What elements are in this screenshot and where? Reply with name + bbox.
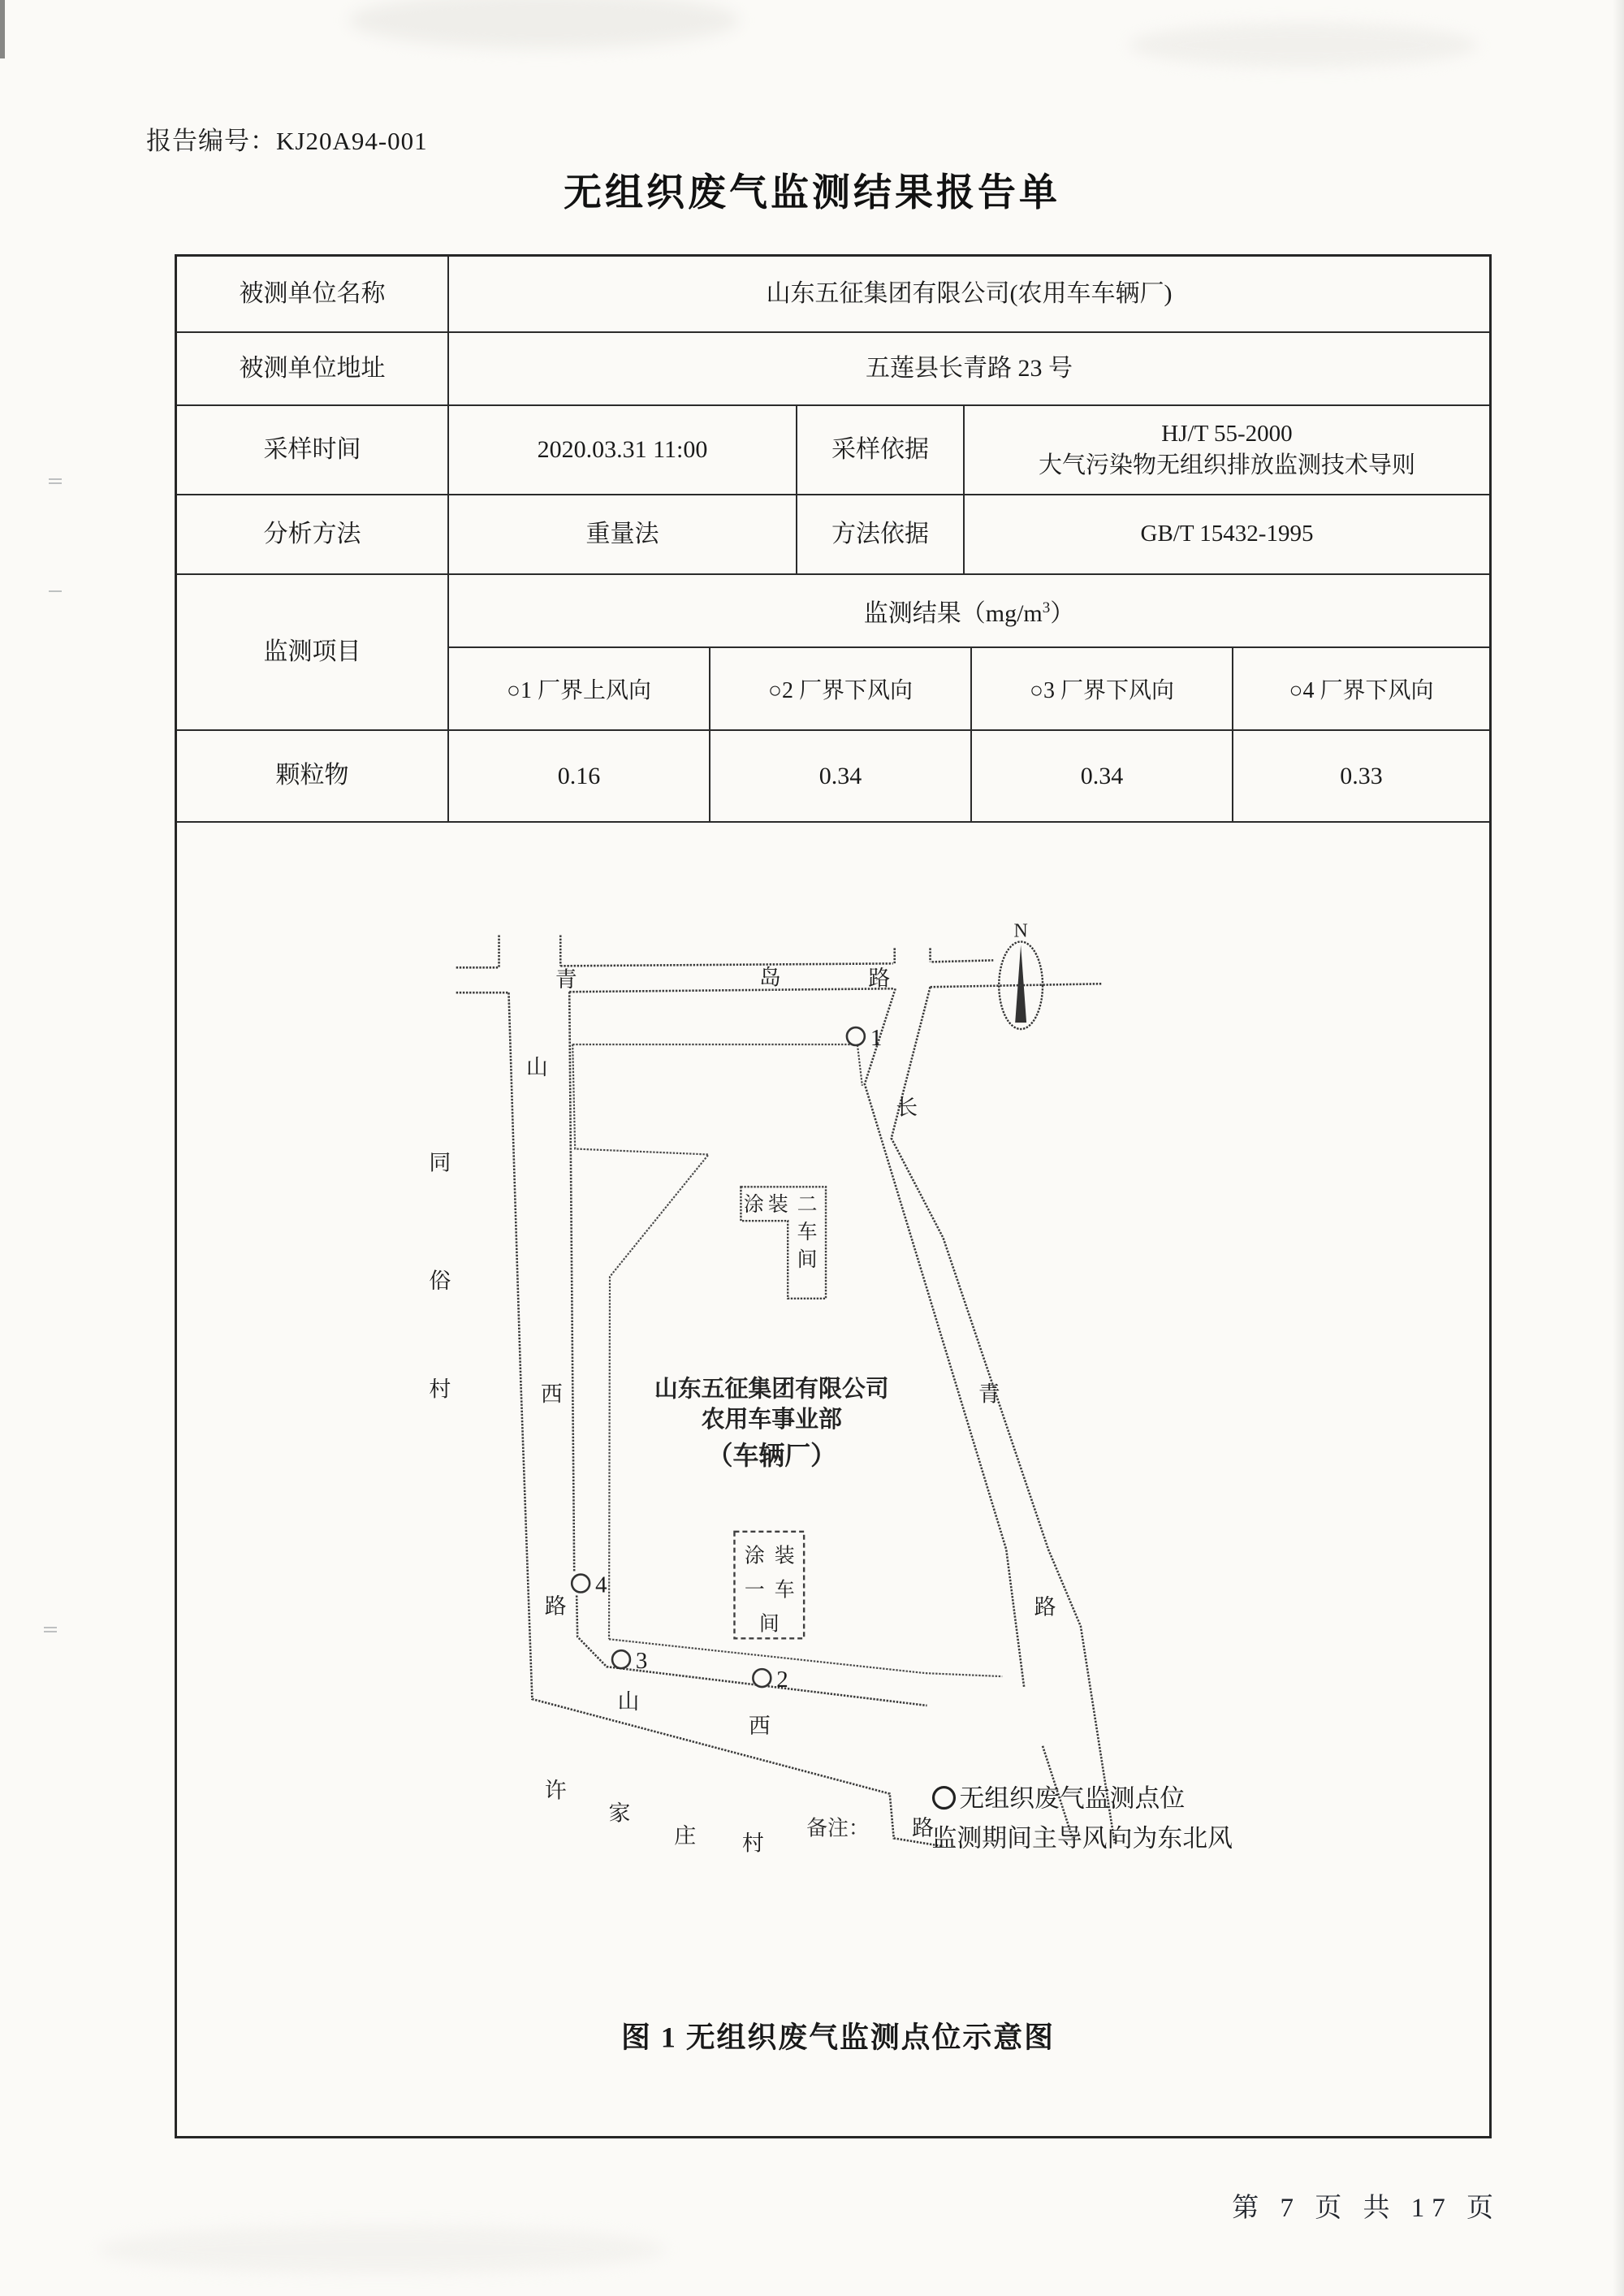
workshop1-char: 装 [774,1545,795,1567]
shanxi-south-label-char: 山 [617,1688,640,1714]
changqing-road-north-stubs [895,948,931,963]
site-map-figure [177,823,1489,2136]
changqing-road-east-edge [892,987,1115,1843]
monitoring-point-1 [847,1025,882,1051]
legend [932,1784,1233,1853]
analysis-method-label: 分析方法 [177,495,449,573]
tongsu-village-char: 村 [429,1377,451,1402]
shanxi-south-label-char: 西 [748,1713,771,1738]
north-label: N [1013,920,1028,942]
xujiazhuang-village-char: 许 [544,1778,567,1803]
scan-edge-artifact [0,0,5,58]
changqing-road-label-char: 路 [1034,1594,1056,1619]
shanxi-west-label-char: 山 [525,1054,548,1079]
workshop1-char: 一 [744,1579,765,1602]
monitoring-point-4 [572,1572,607,1598]
scan-smudge [1129,23,1478,67]
monitoring-point-2-number: 2 [776,1667,788,1693]
legend-line2: 监测期间主导风向为东北风 [931,1823,1233,1853]
tongsu-village-char: 同 [429,1150,451,1175]
point-header-2: ○2 厂界下风向 [710,648,972,729]
note-label: 备注： [806,1816,870,1840]
value-point-2: 0.34 [710,731,972,821]
workshop1-char: 车 [774,1579,795,1602]
method-basis-value: GB/T 15432-1995 [1140,521,1314,547]
analysis-method-value: 重量法 [449,495,797,573]
monitoring-results-block [449,575,1489,729]
legend-line1: 无组织废气监测点位 [959,1784,1186,1813]
workshop2-char: 装 [767,1194,788,1217]
workshop1-char: 间 [758,1613,780,1636]
monitoring-point-2 [753,1667,788,1693]
unit-name-value: 山东五征集团有限公司(农用车车辆厂) [766,279,1173,307]
qingdao-road-upper-edge [456,960,994,967]
factory-north-fence [572,1044,862,1086]
point-header-4: ○4 厂界下风向 [1289,678,1434,703]
results-header-sup: 3 [1042,599,1051,616]
shanxi-west-label-char: 路 [544,1593,567,1619]
shanxi-south-label-char: 路 [912,1815,935,1840]
qingdao-road-label-char: 路 [868,966,891,991]
workshop1-char: 涂 [744,1545,765,1567]
scan-smudge [97,2225,666,2274]
value-point-4: 0.33 [1340,762,1383,789]
xujiazhuang-village-char: 庄 [674,1823,697,1848]
company-name-line2: 农用车事业部 [701,1407,842,1433]
table-row-sampling [177,406,1489,495]
scan-smudge [349,0,739,49]
table-row-unit-address [177,333,1489,406]
results-unit-header [449,575,1489,648]
table-row-monitoring-header [177,575,1489,731]
sampling-basis-label: 采样依据 [797,406,965,494]
point-header-3: ○3 厂界下风向 [972,648,1233,729]
qingdao-road-label-char: 岛 [758,965,781,990]
xujiazhuang-village-char: 家 [608,1801,631,1826]
sampling-basis-line2: 大气污染物无组织排放监测技术导则 [1038,452,1415,478]
monitoring-point-3-number: 3 [635,1648,648,1675]
scan-edge-shadow [1613,0,1624,2296]
page-title: 无组织废气监测结果报告单 [564,171,1060,214]
sampling-basis-value [965,406,1489,494]
sampling-time-value: 2020.03.31 11:00 [449,406,797,494]
analyte-name: 颗粒物 [177,731,449,821]
results-header-close: ） [1050,600,1075,627]
monitoring-point-4-number: 4 [595,1572,607,1598]
table-row-analysis [177,495,1489,575]
table-row-unit-name [177,257,1489,333]
sampling-time-label: 采样时间 [177,406,449,494]
value-point-3: 0.34 [972,731,1233,821]
changqing-road-label-char: 青 [978,1381,1000,1407]
value-point-1: 0.16 [449,731,710,821]
figure-caption: 图 1 无组织废气监测点位示意图 [621,2021,1055,2054]
shanxi-west-label-char: 西 [540,1381,563,1407]
scan-margin-mark [49,476,62,486]
scan-margin-mark [49,588,62,598]
workshop2-char: 车 [797,1222,818,1244]
factory-west-fence [572,1044,708,1639]
monitoring-point-1-number: 1 [870,1024,883,1051]
legend-point-icon [934,1788,955,1809]
qingdao-road-label-char: 青 [555,967,577,992]
report-number: 报告编号：KJ20A94-001 [146,127,428,155]
point-header-1: ○1 厂界上风向 [449,648,710,729]
page-number: 第 7 页 共 17 页 [1232,2194,1501,2223]
tongsu-village-char: 俗 [429,1268,451,1293]
north-arrow-icon [999,920,1043,1029]
monitoring-item-label: 监测项目 [177,575,449,729]
company-name-line3: （车辆厂） [706,1442,836,1471]
shanxi-road-north-stubs [499,935,561,967]
results-table [175,254,1492,2138]
figure-cell [177,823,1489,2136]
company-name-line1: 山东五征集团有限公司 [654,1376,889,1403]
scan-margin-mark [44,1624,57,1634]
factory-south-fence [609,1639,1002,1676]
workshop2-char: 二 [797,1194,818,1217]
sampling-basis-line1: HJ/T 55-2000 [1161,420,1293,447]
table-row-particulate [177,731,1489,823]
unit-address-value: 五莲县长青路 23 号 [866,354,1073,382]
changqing-road-label-char: 长 [896,1095,918,1120]
unit-address-label: 被测单位地址 [177,333,449,404]
xujiazhuang-village-char: 村 [741,1831,764,1856]
workshop2-char: 涂 [743,1194,764,1217]
method-basis-label: 方法依据 [797,495,965,573]
point-header-row [449,648,1489,729]
workshop2-char: 间 [797,1248,818,1271]
results-header-text: 监测结果（mg/m [863,600,1043,627]
unit-name-label: 被测单位名称 [177,257,449,331]
